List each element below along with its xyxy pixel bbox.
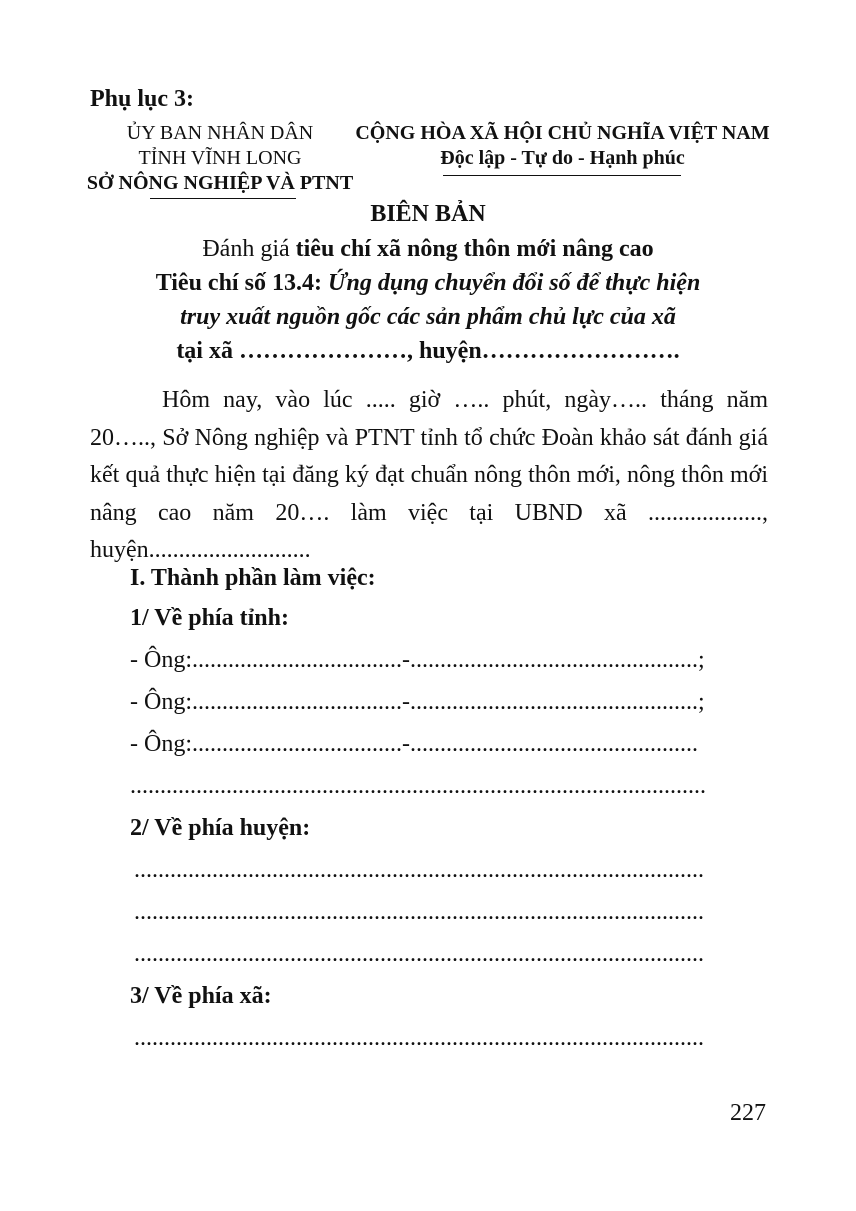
header-left-underline: [150, 198, 296, 199]
document-subtitle: [0, 236, 856, 263]
subtitle-bold: tiêu chí xã nông thôn mới nâng cao: [295, 236, 654, 262]
header-left-line3: SỞ NÔNG NGHIỆP VÀ PTNT: [86, 172, 354, 194]
national-title: CỘNG HÒA XÃ HỘI CHỦ NGHĨA VIỆT NAM: [355, 122, 770, 144]
criterion-line-1: [0, 270, 856, 297]
commune-line-1: ...............................................................................................: [134, 1025, 704, 1051]
province-line-2: - Ông:...................................-................................................;: [130, 689, 705, 715]
province-heading: 1/ Về phía tỉnh:: [130, 605, 289, 631]
criterion-line-2: truy xuất nguồn gốc các sản phẩm chủ lực của xã: [180, 304, 676, 330]
intro-paragraph: Hôm nay, vào lúc ..... giờ ….. phút, ngày….. tháng năm 20….., Sở Nông nghiệp và PTNT tỉnh tổ chức Đoàn khảo sát đánh giá kết quả thực hiện tại đăng ký đạt chuẩn nông thôn mới, nông thôn mới nâng cao năm 20…. làm việc tại UBND xã ..................., huyện...........................: [90, 387, 768, 563]
district-line-1: ...............................................................................................: [134, 857, 704, 883]
page-number: 227: [730, 1100, 766, 1126]
header-left-line2: TỈNH VĨNH LONG: [138, 147, 302, 169]
document-title: BIÊN BẢN: [370, 201, 486, 227]
district-heading: 2/ Về phía huyện:: [130, 815, 311, 841]
province-line-4: ................................................................................................: [130, 773, 706, 799]
subtitle-prefix: Đánh giá: [202, 236, 296, 262]
district-line-3: ...............................................................................................: [134, 941, 704, 967]
district-line-2: ...............................................................................................: [134, 899, 704, 925]
national-motto: Độc lập - Tự do - Hạnh phúc: [440, 147, 685, 169]
criterion-label: Tiêu chí số 13.4:: [155, 270, 328, 296]
header-left-line1: ỦY BAN NHÂN DÂN: [126, 122, 314, 144]
commune-heading: 3/ Về phía xã:: [130, 983, 272, 1009]
header-right-underline: [443, 175, 681, 176]
location-line: tại xã …………………, huyện…………………….: [176, 338, 680, 364]
section-1-heading: I. Thành phần làm việc:: [130, 565, 376, 591]
appendix-label: Phụ lục 3:: [90, 86, 195, 112]
province-line-3: - Ông:...................................-................................................: [130, 731, 698, 757]
province-line-1: - Ông:...................................-................................................;: [130, 647, 705, 673]
criterion-name-1: Ứng dụng chuyển đổi số để thực hiện: [327, 270, 701, 296]
